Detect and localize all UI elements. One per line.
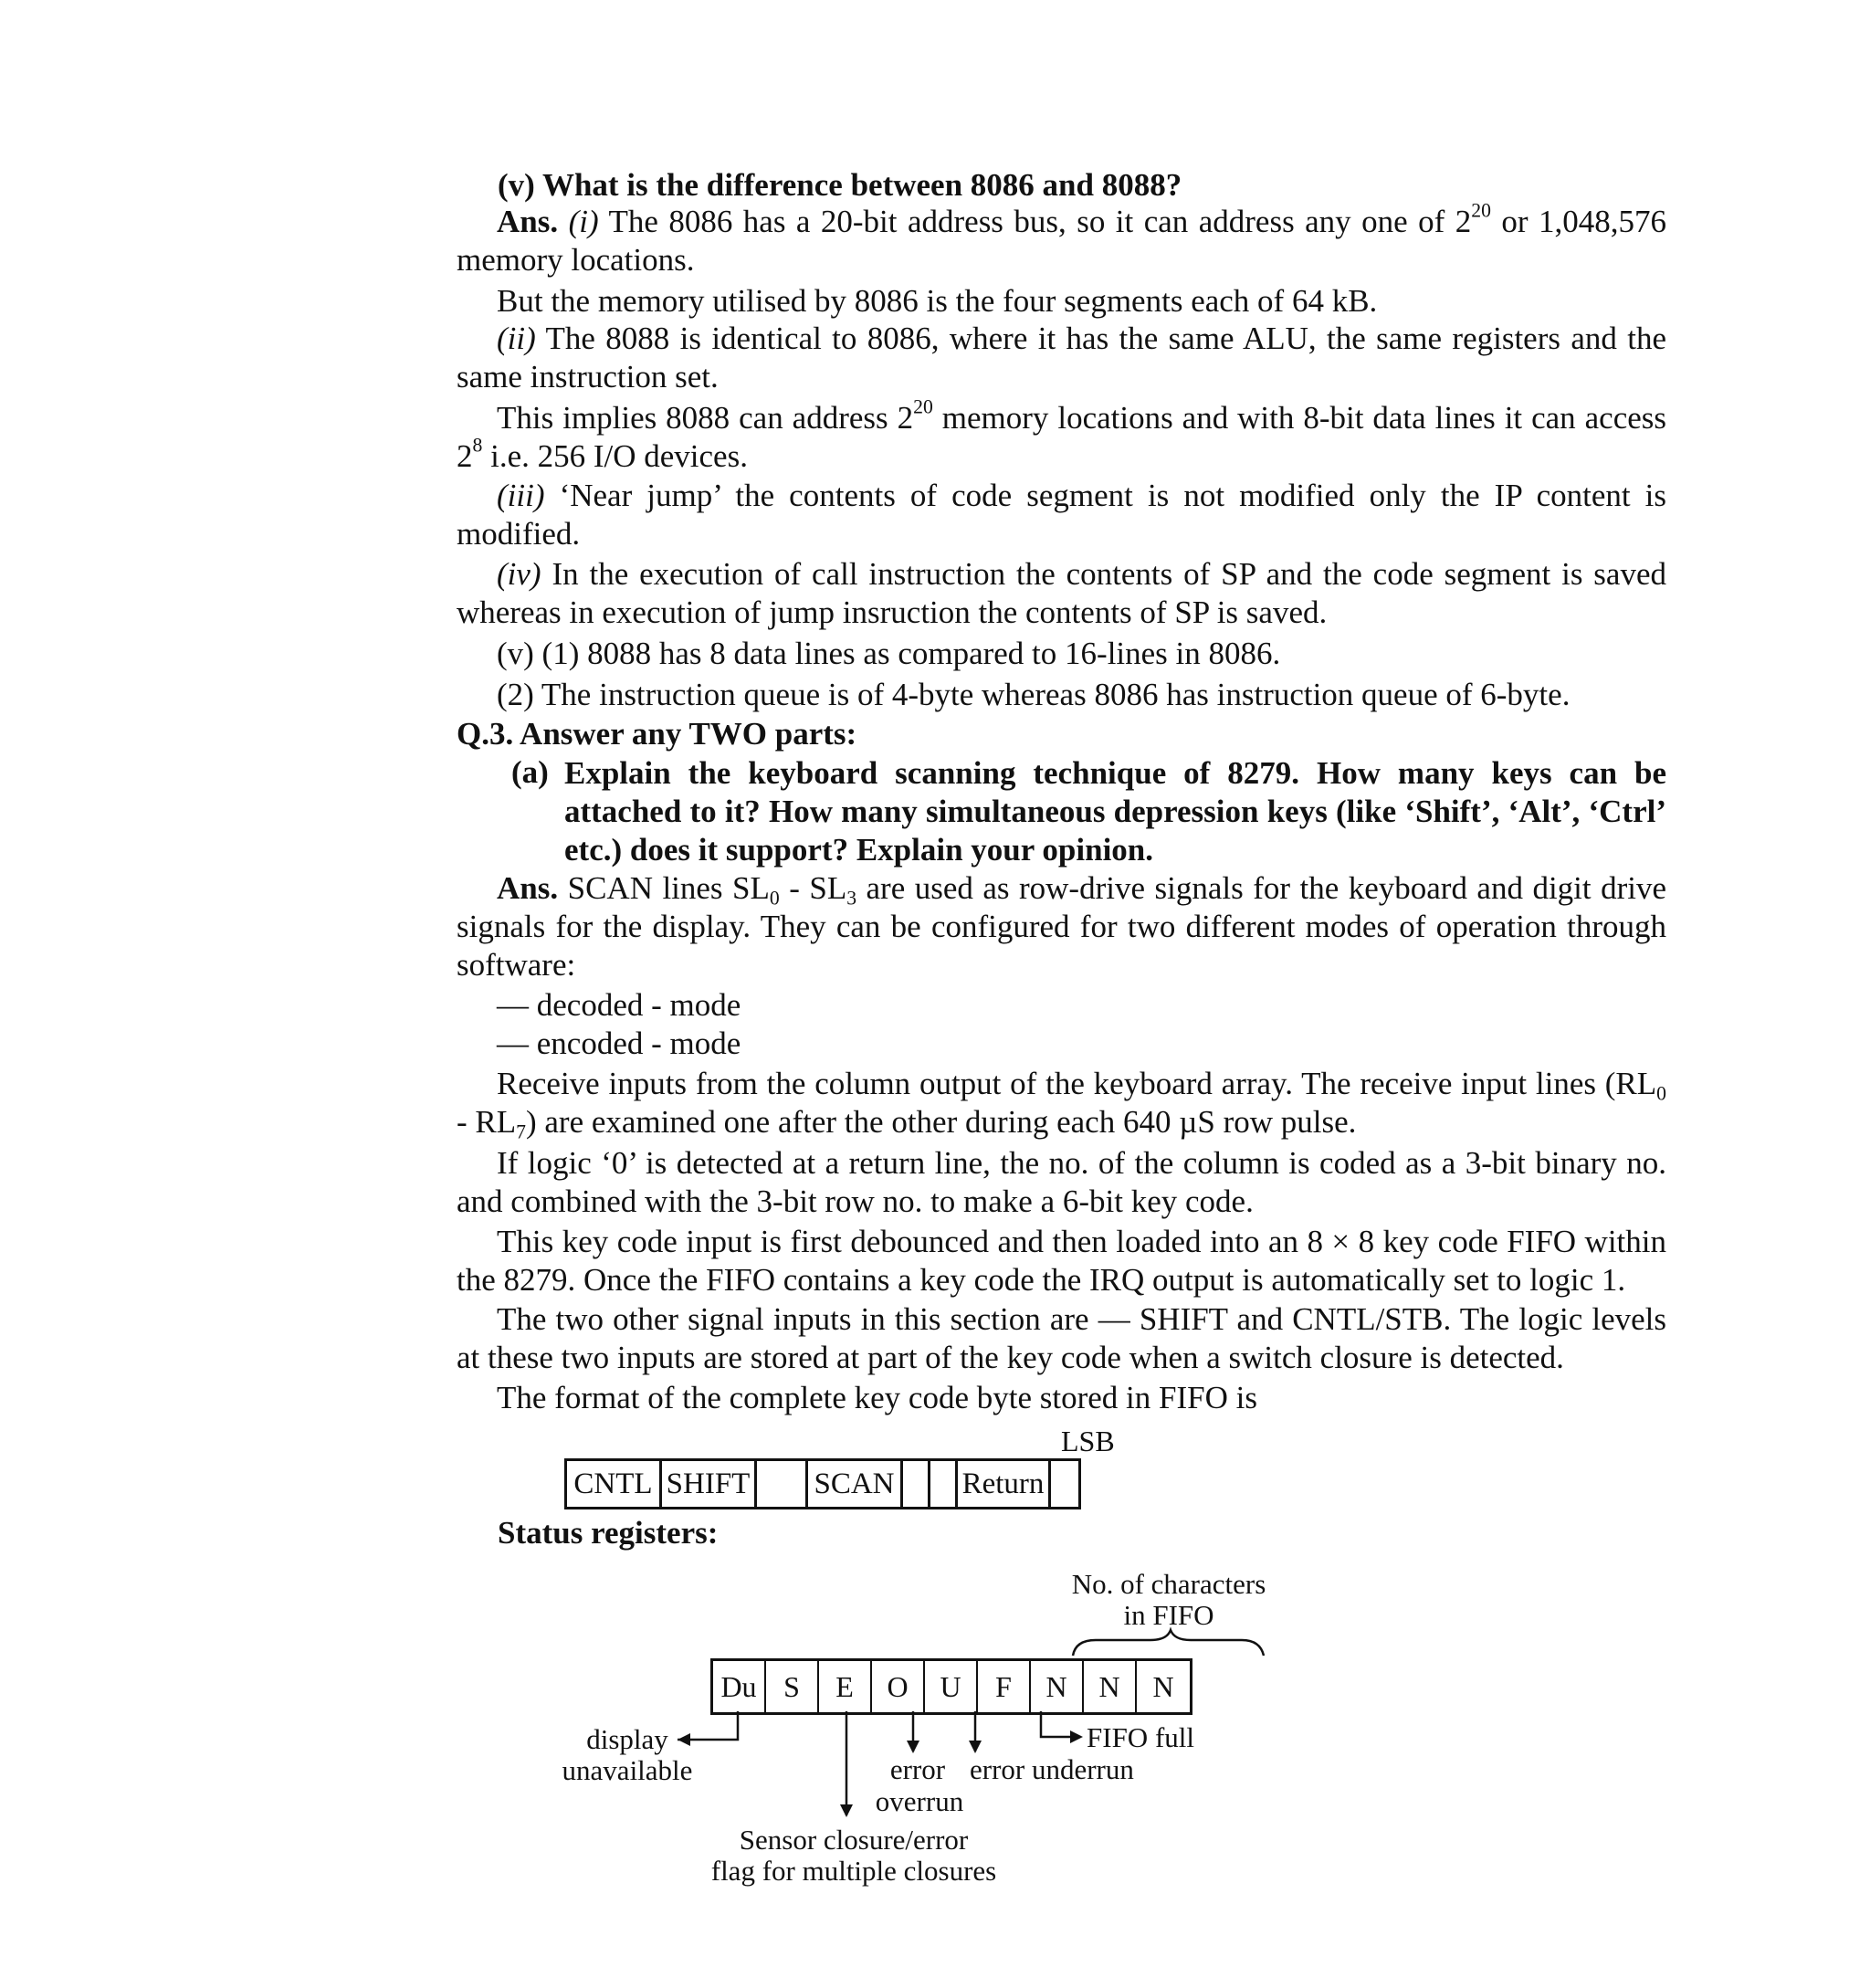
superscript: 20: [1471, 199, 1491, 222]
section-heading: Status registers:: [498, 1515, 719, 1551]
paragraph-text: The format of the complete key code byte stored in FIFO is: [497, 1380, 1257, 1415]
status-cell: N: [1152, 1670, 1174, 1703]
answer-text: This implies 8088 can address 2: [497, 400, 914, 436]
item-number: (i): [568, 204, 599, 239]
superscript: 20: [913, 395, 933, 418]
answer-text: The 8086 has a 20-bit address bus, so it can address any one of 2: [608, 204, 1472, 239]
status-cell: O: [872, 1661, 925, 1712]
answer-text: - RL: [457, 1104, 517, 1140]
ans-label: Ans.: [497, 870, 559, 906]
label-error-overrun-2: overrun: [875, 1785, 964, 1817]
answer-line: (2) The instruction queue is of 4-byte whereas 8086 has instruction queue of 6-byte.: [497, 677, 1571, 712]
status-cell: Du: [713, 1661, 766, 1712]
subscript: 0: [769, 887, 780, 910]
answer-text: or 1,048,576 memory locations.: [457, 204, 1667, 278]
answer-line: (v) (1) 8088 has 8 data lines as compared to 16-lines in 8086.: [497, 636, 1281, 671]
answer-text: SCAN lines SL: [567, 870, 770, 906]
item-number: (ii): [497, 321, 536, 356]
part-label: (a): [511, 754, 549, 790]
paragraph-text: The two other signal inputs in this section are — SHIFT and CNTL/STB. The logic levels at these two inputs are stored at part of the key code when a switch closure is detected.: [457, 1301, 1666, 1375]
superscript: 8: [472, 434, 483, 457]
question-text: Explain the keyboard scanning technique of 8279. How many keys can be attached to it? How many simultaneous depression keys (like ‘Shift’, ‘Alt’, ‘Ctrl’ etc.) does it support? Explain your opinion.: [564, 755, 1666, 868]
status-cell: U: [925, 1661, 978, 1712]
answer-text: i.e. 256 I/O devices.: [490, 438, 748, 474]
label-error-underrun: error underrun: [970, 1753, 1134, 1785]
paragraph-text: If logic ‘0’ is detected at a return line, the no. of the column is coded as a 3-bit binary no. and combined with the 3-bit row no. to make a 6-bit key code.: [457, 1145, 1666, 1219]
keycode-cell: Return: [958, 1461, 1051, 1507]
item-number: (iv): [497, 556, 541, 592]
label-error-overrun-1: error: [889, 1753, 946, 1785]
answer-text: - SL: [779, 870, 847, 906]
status-cell: S: [766, 1661, 819, 1712]
answer-text: are used as row-drive signals for the keyboard and digit drive signals for the display. They can be configured for two different modes of operation through software:: [457, 870, 1667, 983]
lsb-label: LSB: [1061, 1425, 1115, 1457]
label-line: Sensor closure/error: [739, 1824, 969, 1856]
arrow-head-icon: [840, 1804, 853, 1817]
brace-line: [1073, 1630, 1264, 1656]
paragraph-text: This key code input is first debounced and then loaded into an 8 × 8 key code FIFO within the 8279. Once the FIFO contains a key code the IRQ output is automatically set to logic 1.: [457, 1224, 1666, 1298]
answer-text: Receive inputs from the column output of the keyboard array. The receive input lines (RL: [497, 1066, 1657, 1101]
arrow-head-icon: [969, 1741, 982, 1753]
subscript: 3: [846, 887, 857, 910]
keycode-cell: CNTL: [567, 1461, 662, 1507]
answer-text: The 8088 is identical to 8086, where it has the same ALU, the same registers and the same instruction set.: [457, 321, 1667, 394]
status-register-diagram: [710, 1658, 1192, 1715]
subscript: 7: [516, 1120, 526, 1143]
answer-line: But the memory utilised by 8086 is the four segments each of 64 kB.: [497, 283, 1378, 319]
label-line: No. of characters: [1071, 1568, 1266, 1600]
label-line: in FIFO: [1123, 1599, 1214, 1631]
status-cell: F: [978, 1661, 1031, 1712]
answer-text: ) are examined one after the other during each 640 µS row pulse.: [525, 1104, 1357, 1140]
status-cell: N: [1031, 1661, 1084, 1712]
label-line: display: [586, 1723, 668, 1755]
label-line: unavailable: [562, 1754, 693, 1786]
status-cell: N: [1084, 1661, 1137, 1712]
keycode-cell: SCAN: [808, 1461, 903, 1507]
arrow-head-icon: [1070, 1730, 1083, 1743]
list-item: — decoded - mode: [497, 987, 741, 1023]
status-cell: E: [819, 1661, 872, 1712]
arrow-head-icon: [907, 1741, 919, 1753]
label-fifo-full: FIFO full: [1087, 1721, 1194, 1753]
answer-text: In the execution of call instruction the contents of SP and the code segment is saved whereas in execution of jump insruction the contents of SP is saved.: [457, 556, 1666, 630]
subscript: 0: [1656, 1082, 1666, 1105]
label-line: flag for multiple closures: [710, 1855, 997, 1887]
keycode-cell: SHIFT: [662, 1461, 757, 1507]
label-sensor-closure: [703, 1825, 1004, 1887]
list-item: — encoded - mode: [497, 1026, 741, 1061]
question-text: What is the difference between 8086 and 8088?: [541, 167, 1182, 203]
section-heading: Q.3. Answer any TWO parts:: [457, 716, 857, 752]
ans-label: Ans.: [497, 204, 559, 239]
answer-text: ‘Near jump’ the contents of code segment is not modified only the IP content is modified.: [457, 478, 1667, 552]
question-number: (v): [498, 167, 535, 203]
item-number: (iii): [497, 478, 545, 513]
answer-text: memory locations and with 8-bit data lines it can access 2: [457, 400, 1667, 474]
label-display-unavailable: [559, 1724, 696, 1786]
